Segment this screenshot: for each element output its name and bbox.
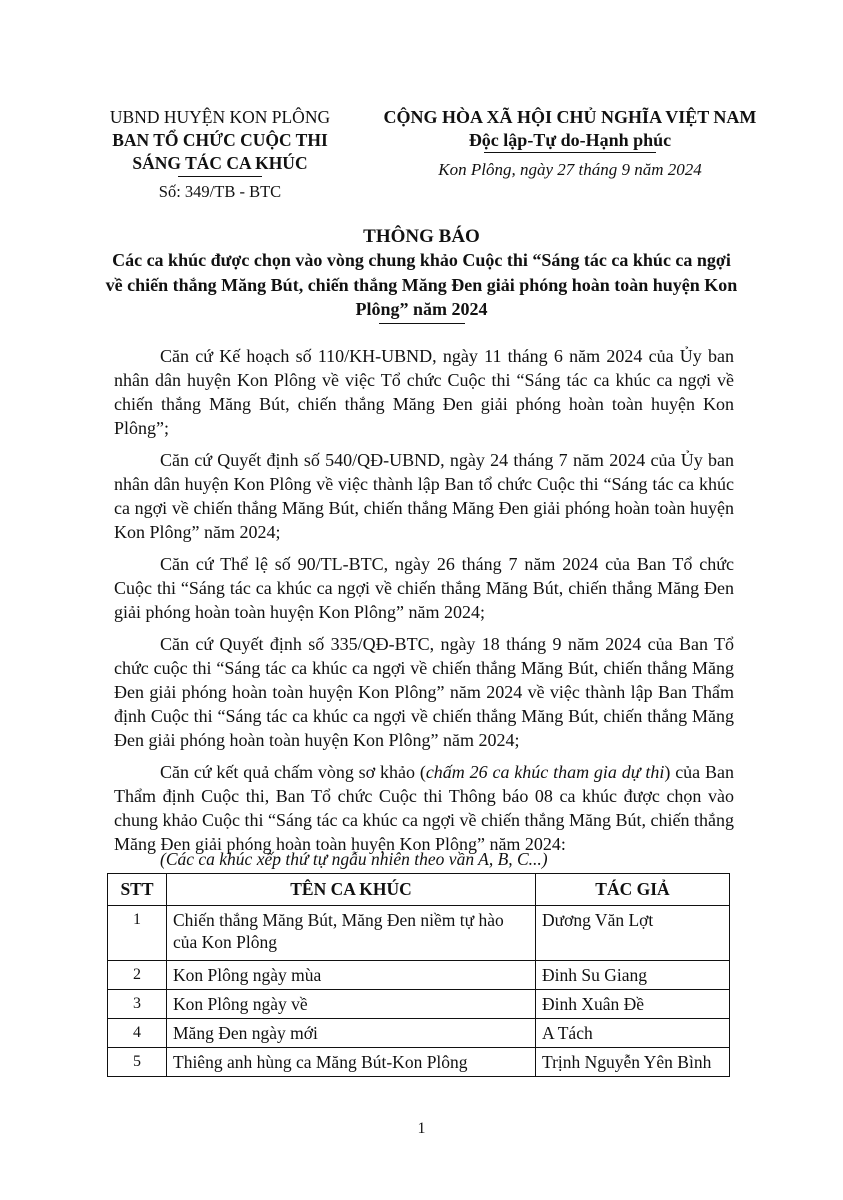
song-title: Thiêng anh hùng ca Măng Bút-Kon Plông bbox=[167, 1048, 536, 1077]
legal-basis-paragraph: Căn cứ Quyết định số 540/QĐ-UBND, ngày 24 tháng 7 năm 2024 của Ủy ban nhân dân huyện Kon Plông về việc thành lập Ban tổ chức Cuộc thi “Sáng tác ca khúc ca ngợi về chiến thắng Măng Bút, chiến thắng Măng Đen giải phóng hoàn toàn huyện Kon Plông” năm 2024; bbox=[114, 450, 734, 542]
issuer-underline bbox=[178, 176, 262, 177]
table-row bbox=[108, 961, 730, 990]
result-text-start: Căn cứ kết quả chấm vòng sơ khảo ( bbox=[160, 762, 426, 782]
table-header-row bbox=[108, 874, 730, 906]
song-author: Trịnh Nguyễn Yên Bình bbox=[536, 1048, 730, 1077]
national-title: CỘNG HÒA XÃ HỘI CHỦ NGHĨA VIỆT NAM bbox=[383, 107, 757, 127]
row-number: 4 bbox=[108, 1019, 167, 1048]
row-number: 3 bbox=[108, 990, 167, 1019]
subtitle-text: Các ca khúc được chọn vào vòng chung khảo Cuộc thi “Sáng tác ca khúc ca ngợi về chiến thắng Măng Bút, chiến thắng Măng Đen giải phóng hoàn toàn huyện Kon Plông” năm 2024 bbox=[105, 250, 738, 319]
column-header-stt: STT bbox=[108, 874, 167, 906]
song-author: A Tách bbox=[536, 1019, 730, 1048]
song-title: Kon Plông ngày về bbox=[167, 990, 536, 1019]
document-subtitle bbox=[104, 248, 739, 324]
song-author: Đinh Xuân Đề bbox=[536, 990, 730, 1019]
column-header-author: TÁC GIẢ bbox=[536, 874, 730, 906]
ordering-note: (Các ca khúc xếp thứ tự ngẫu nhiên theo vần A, B, C...) bbox=[160, 849, 548, 869]
issuer-contest: SÁNG TÁC CA KHÚC bbox=[132, 153, 308, 173]
song-author: Dương Văn Lợt bbox=[536, 906, 730, 961]
songs-table bbox=[107, 873, 730, 1077]
result-paragraph bbox=[114, 760, 734, 856]
issuer-district: UBND HUYỆN KON PLÔNG bbox=[109, 107, 331, 127]
song-title: Măng Đen ngày mới bbox=[167, 1019, 536, 1048]
document-number: Số: 349/TB - BTC bbox=[158, 182, 282, 201]
legal-basis-paragraph: Căn cứ Thể lệ số 90/TL-BTC, ngày 26 tháng 7 năm 2024 của Ban Tổ chức Cuộc thi “Sáng tác ca khúc ca ngợi về chiến thắng Măng Bút, chiến thắng Măng Đen giải phóng hoàn toàn huyện Kon Plông” năm 2024; bbox=[114, 554, 734, 622]
result-text-italic: chấm 26 ca khúc tham gia dự thi bbox=[425, 762, 665, 782]
table-row bbox=[108, 906, 730, 961]
row-number: 2 bbox=[108, 961, 167, 990]
legal-basis-paragraph: Căn cứ Quyết định số 335/QĐ-BTC, ngày 18 tháng 9 năm 2024 của Ban Tổ chức cuộc thi “Sáng tác ca khúc ca ngợi về chiến thắng Măng Bút, chiến thắng Măng Đen giải phóng hoàn toàn huyện Kon Plông” năm 2024 về việc thành lập Ban Thẩm định Cuộc thi “Sáng tác ca khúc ca ngợi về chiến thắng Măng Bút, chiến thắng Măng Đen giải phóng hoàn toàn huyện Kon Plông” năm 2024; bbox=[114, 634, 734, 750]
document-body bbox=[114, 344, 734, 864]
table-row bbox=[108, 990, 730, 1019]
song-author: Đinh Su Giang bbox=[536, 961, 730, 990]
row-number: 5 bbox=[108, 1048, 167, 1077]
motto-underline bbox=[484, 152, 656, 153]
table-row bbox=[108, 1019, 730, 1048]
document-title: THÔNG BÁO bbox=[363, 226, 480, 247]
legal-basis-paragraph: Căn cứ Kế hoạch số 110/KH-UBND, ngày 11 tháng 6 năm 2024 của Ủy ban nhân dân huyện Kon Plông về việc Tổ chức Cuộc thi “Sáng tác ca khúc ca ngợi về chiến thắng Măng Bút, chiến thắng Măng Đen giải phóng hoàn toàn huyện Kon Plông”; bbox=[114, 346, 734, 438]
song-title: Chiến thắng Măng Bút, Măng Đen niềm tự hào của Kon Plông bbox=[167, 906, 536, 961]
national-motto: Độc lập-Tự do-Hạnh phúc bbox=[468, 130, 672, 150]
national-header bbox=[355, 106, 785, 153]
table-row bbox=[108, 1048, 730, 1077]
issuer-header bbox=[84, 106, 356, 203]
column-header-song: TÊN CA KHÚC bbox=[167, 874, 536, 906]
row-number: 1 bbox=[108, 906, 167, 961]
subtitle-underline bbox=[379, 323, 465, 324]
issuer-committee: BAN TỔ CHỨC CUỘC THI bbox=[112, 130, 328, 150]
issue-date: Kon Plông, ngày 27 tháng 9 năm 2024 bbox=[438, 160, 702, 179]
song-title: Kon Plông ngày mùa bbox=[167, 961, 536, 990]
result-text-end: ) của Ban Thẩm định Cuộc thi, Ban Tổ chức Cuộc thi Thông báo 08 ca khúc được chọn vào chung khảo Cuộc thi “Sáng tác ca khúc ca ngợi về chiến thắng Măng Bút, chiến thắng Măng Đen giải phóng hoàn toàn huyện Kon Plông” năm 2024: bbox=[114, 762, 734, 854]
page-number: 1 bbox=[417, 1120, 426, 1137]
